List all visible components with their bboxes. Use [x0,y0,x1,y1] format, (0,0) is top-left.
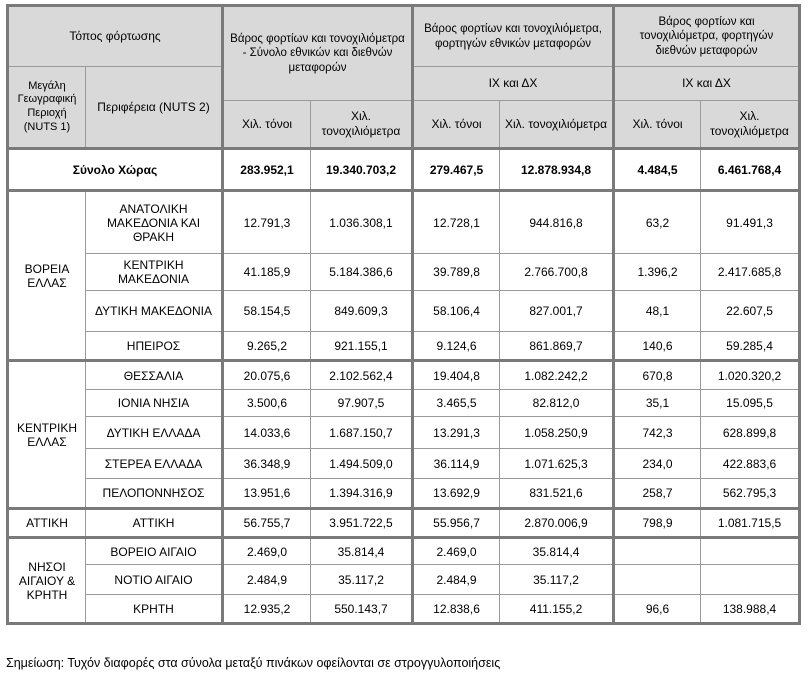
value-cell: 58.106,4 [413,291,500,332]
value-cell: 36.348,9 [223,449,311,479]
value-cell [701,565,800,595]
value-cell: 13.951,6 [223,479,311,509]
value-cell: 59.285,4 [701,332,800,361]
value-cell: 422.883,6 [701,449,800,479]
table-row [8,509,800,538]
value-cell: 39.789,8 [413,254,500,291]
region-name: ΗΠΕΙΡΟΣ [86,332,223,361]
value-cell [701,538,800,565]
value-cell: 2.102.562,4 [311,361,413,390]
value-cell: 14.033,6 [223,417,311,449]
total-value: 12.878.934,8 [500,149,614,191]
region-name: ΔΥΤΙΚΗ ΕΛΛΑΔΑ [86,417,223,449]
value-cell: 550.143,7 [311,595,413,624]
table-row [8,538,800,565]
value-cell: 921.155,1 [311,332,413,361]
value-cell: 19.404,8 [413,361,500,390]
header-unit-tonnes: Χιλ. τόνοι [413,101,500,149]
header-unit-tonnes: Χιλ. τόνοι [223,101,311,149]
value-cell: 1.081.715,5 [701,509,800,538]
header-nuts2: Περιφέρεια (NUTS 2) [86,67,223,149]
table-row [8,361,800,390]
region-name: ΙΟΝΙΑ ΝΗΣΙΑ [86,390,223,417]
footnote: Σημείωση: Τυχόν διαφορές στα σύνολα μεταξύ πινάκων οφείλονται σε στρογγυλοποιήσεις [6,656,501,670]
table-body [8,6,800,624]
value-cell: 2.484,9 [413,565,500,595]
header-unit-tkm: Χιλ. τονοχιλιόμετρα [701,101,800,149]
value-cell: 82.812,0 [500,390,614,417]
value-cell: 63,2 [614,191,701,254]
value-cell: 35.117,2 [500,565,614,595]
total-value: 4.484,5 [614,149,701,191]
value-cell: 628.899,8 [701,417,800,449]
total-value: 19.340.703,2 [311,149,413,191]
total-row [8,149,800,191]
value-cell: 5.184.386,6 [311,254,413,291]
value-cell: 58.154,5 [223,291,311,332]
region-name: ΑΝΑΤΟΛΙΚΗ ΜΑΚΕΔΟΝΙΑ ΚΑΙ ΘΡΑΚΗ [86,191,223,254]
value-cell: 1.058.250,9 [500,417,614,449]
value-cell: 138.988,4 [701,595,800,624]
region-name: ΣΤΕΡΕΑ ΕΛΛΑΔΑ [86,449,223,479]
value-cell: 56.755,7 [223,509,311,538]
total-value: 283.952,1 [223,149,311,191]
value-cell: 13.291,3 [413,417,500,449]
table-row [8,449,800,479]
value-cell: 1.394.316,9 [311,479,413,509]
value-cell: 234,0 [614,449,701,479]
group-name: ΚΕΝΤΡΙΚΗ ΕΛΛΑΣ [8,361,86,509]
region-name: ΔΥΤΙΚΗ ΜΑΚΕΔΟΝΙΑ [86,291,223,332]
header-row-1 [8,6,800,67]
value-cell: 3.951.722,5 [311,509,413,538]
freight-table [6,4,801,625]
header-unit-tkm: Χιλ. τονοχιλιόμετρα [311,101,413,149]
group-name: ΝΗΣΟΙ ΑΙΓΑΙΟΥ & ΚΡΗΤΗ [8,538,86,624]
header-national-vehicle-type: ΙΧ και ΔΧ [413,67,614,101]
value-cell: 670,8 [614,361,701,390]
value-cell: 35,1 [614,390,701,417]
value-cell: 1.036.308,1 [311,191,413,254]
value-cell: 140,6 [614,332,701,361]
value-cell: 742,3 [614,417,701,449]
value-cell: 1.687.150,7 [311,417,413,449]
value-cell: 1.020.320,2 [701,361,800,390]
header-unit-tkm: Χιλ. τονοχιλιόμετρα [500,101,614,149]
value-cell [614,565,701,595]
value-cell: 55.956,7 [413,509,500,538]
value-cell: 1.082.242,2 [500,361,614,390]
header-international-group: Βάρος φορτίων και τονοχιλιόμετρα, φορτηγών διεθνών μεταφορών [614,6,800,67]
value-cell [614,538,701,565]
value-cell: 9.124,6 [413,332,500,361]
value-cell: 2.469,0 [223,538,311,565]
total-value: 6.461.768,4 [701,149,800,191]
table-row [8,417,800,449]
value-cell: 2.484,9 [223,565,311,595]
region-name: ΠΕΛΟΠΟΝΝΗΣΟΣ [86,479,223,509]
value-cell: 827.001,7 [500,291,614,332]
value-cell: 798,9 [614,509,701,538]
value-cell: 9.265,2 [223,332,311,361]
header-national-group: Βάρος φορτίων και τονοχιλιόμετρα, φορτηγών εθνικών μεταφορών [413,6,614,67]
value-cell: 36.114,9 [413,449,500,479]
value-cell: 15.095,5 [701,390,800,417]
region-name: ΚΡΗΤΗ [86,595,223,624]
value-cell: 20.075,6 [223,361,311,390]
table-row [8,479,800,509]
region-name: ΑΤΤΙΚΗ [86,509,223,538]
header-total-group: Βάρος φορτίων και τονοχιλιόμετρα - Σύνολο εθνικών και διεθνών μεταφορών [223,6,413,101]
header-location-group: Τόπος φόρτωσης [8,6,223,67]
value-cell: 97.907,5 [311,390,413,417]
value-cell: 41.185,9 [223,254,311,291]
value-cell: 849.609,3 [311,291,413,332]
value-cell: 1.071.625,3 [500,449,614,479]
value-cell: 2.469,0 [413,538,500,565]
value-cell: 12.838,6 [413,595,500,624]
value-cell: 562.795,3 [701,479,800,509]
table-row [8,390,800,417]
table-row [8,565,800,595]
value-cell: 258,7 [614,479,701,509]
region-name: ΘΕΣΣΑΛΙΑ [86,361,223,390]
table-row [8,191,800,254]
value-cell: 411.155,2 [500,595,614,624]
value-cell: 91.491,3 [701,191,800,254]
value-cell: 2.766.700,8 [500,254,614,291]
value-cell: 861.869,7 [500,332,614,361]
value-cell: 3.465,5 [413,390,500,417]
value-cell: 35.814,4 [500,538,614,565]
value-cell: 12.935,2 [223,595,311,624]
table-row [8,254,800,291]
value-cell: 35.117,2 [311,565,413,595]
total-value: 279.467,5 [413,149,500,191]
value-cell: 2.417.685,8 [701,254,800,291]
value-cell: 12.728,1 [413,191,500,254]
header-unit-tonnes: Χιλ. τόνοι [614,101,701,149]
total-label: Σύνολο Χώρας [8,149,223,191]
value-cell: 12.791,3 [223,191,311,254]
value-cell: 2.870.006,9 [500,509,614,538]
value-cell: 944.816,8 [500,191,614,254]
value-cell: 3.500,6 [223,390,311,417]
value-cell: 1.494.509,0 [311,449,413,479]
table-row [8,291,800,332]
region-name: ΚΕΝΤΡΙΚΗ ΜΑΚΕΔΟΝΙΑ [86,254,223,291]
value-cell: 13.692,9 [413,479,500,509]
value-cell: 35.814,4 [311,538,413,565]
group-name: ΒΟΡΕΙΑ ΕΛΛΑΣ [8,191,86,361]
value-cell: 831.521,6 [500,479,614,509]
header-international-vehicle-type: ΙΧ και ΔΧ [614,67,800,101]
value-cell: 96,6 [614,595,701,624]
region-name: ΒΟΡΕΙΟ ΑΙΓΑΙΟ [86,538,223,565]
table-row [8,332,800,361]
value-cell: 22.607,5 [701,291,800,332]
region-name: ΝΟΤΙΟ ΑΙΓΑΙΟ [86,565,223,595]
group-name: ΑΤΤΙΚΗ [8,509,86,538]
value-cell: 48,1 [614,291,701,332]
table-row [8,595,800,624]
value-cell: 1.396,2 [614,254,701,291]
header-nuts1: Μεγάλη Γεωγραφική Περιοχή (NUTS 1) [8,67,86,149]
